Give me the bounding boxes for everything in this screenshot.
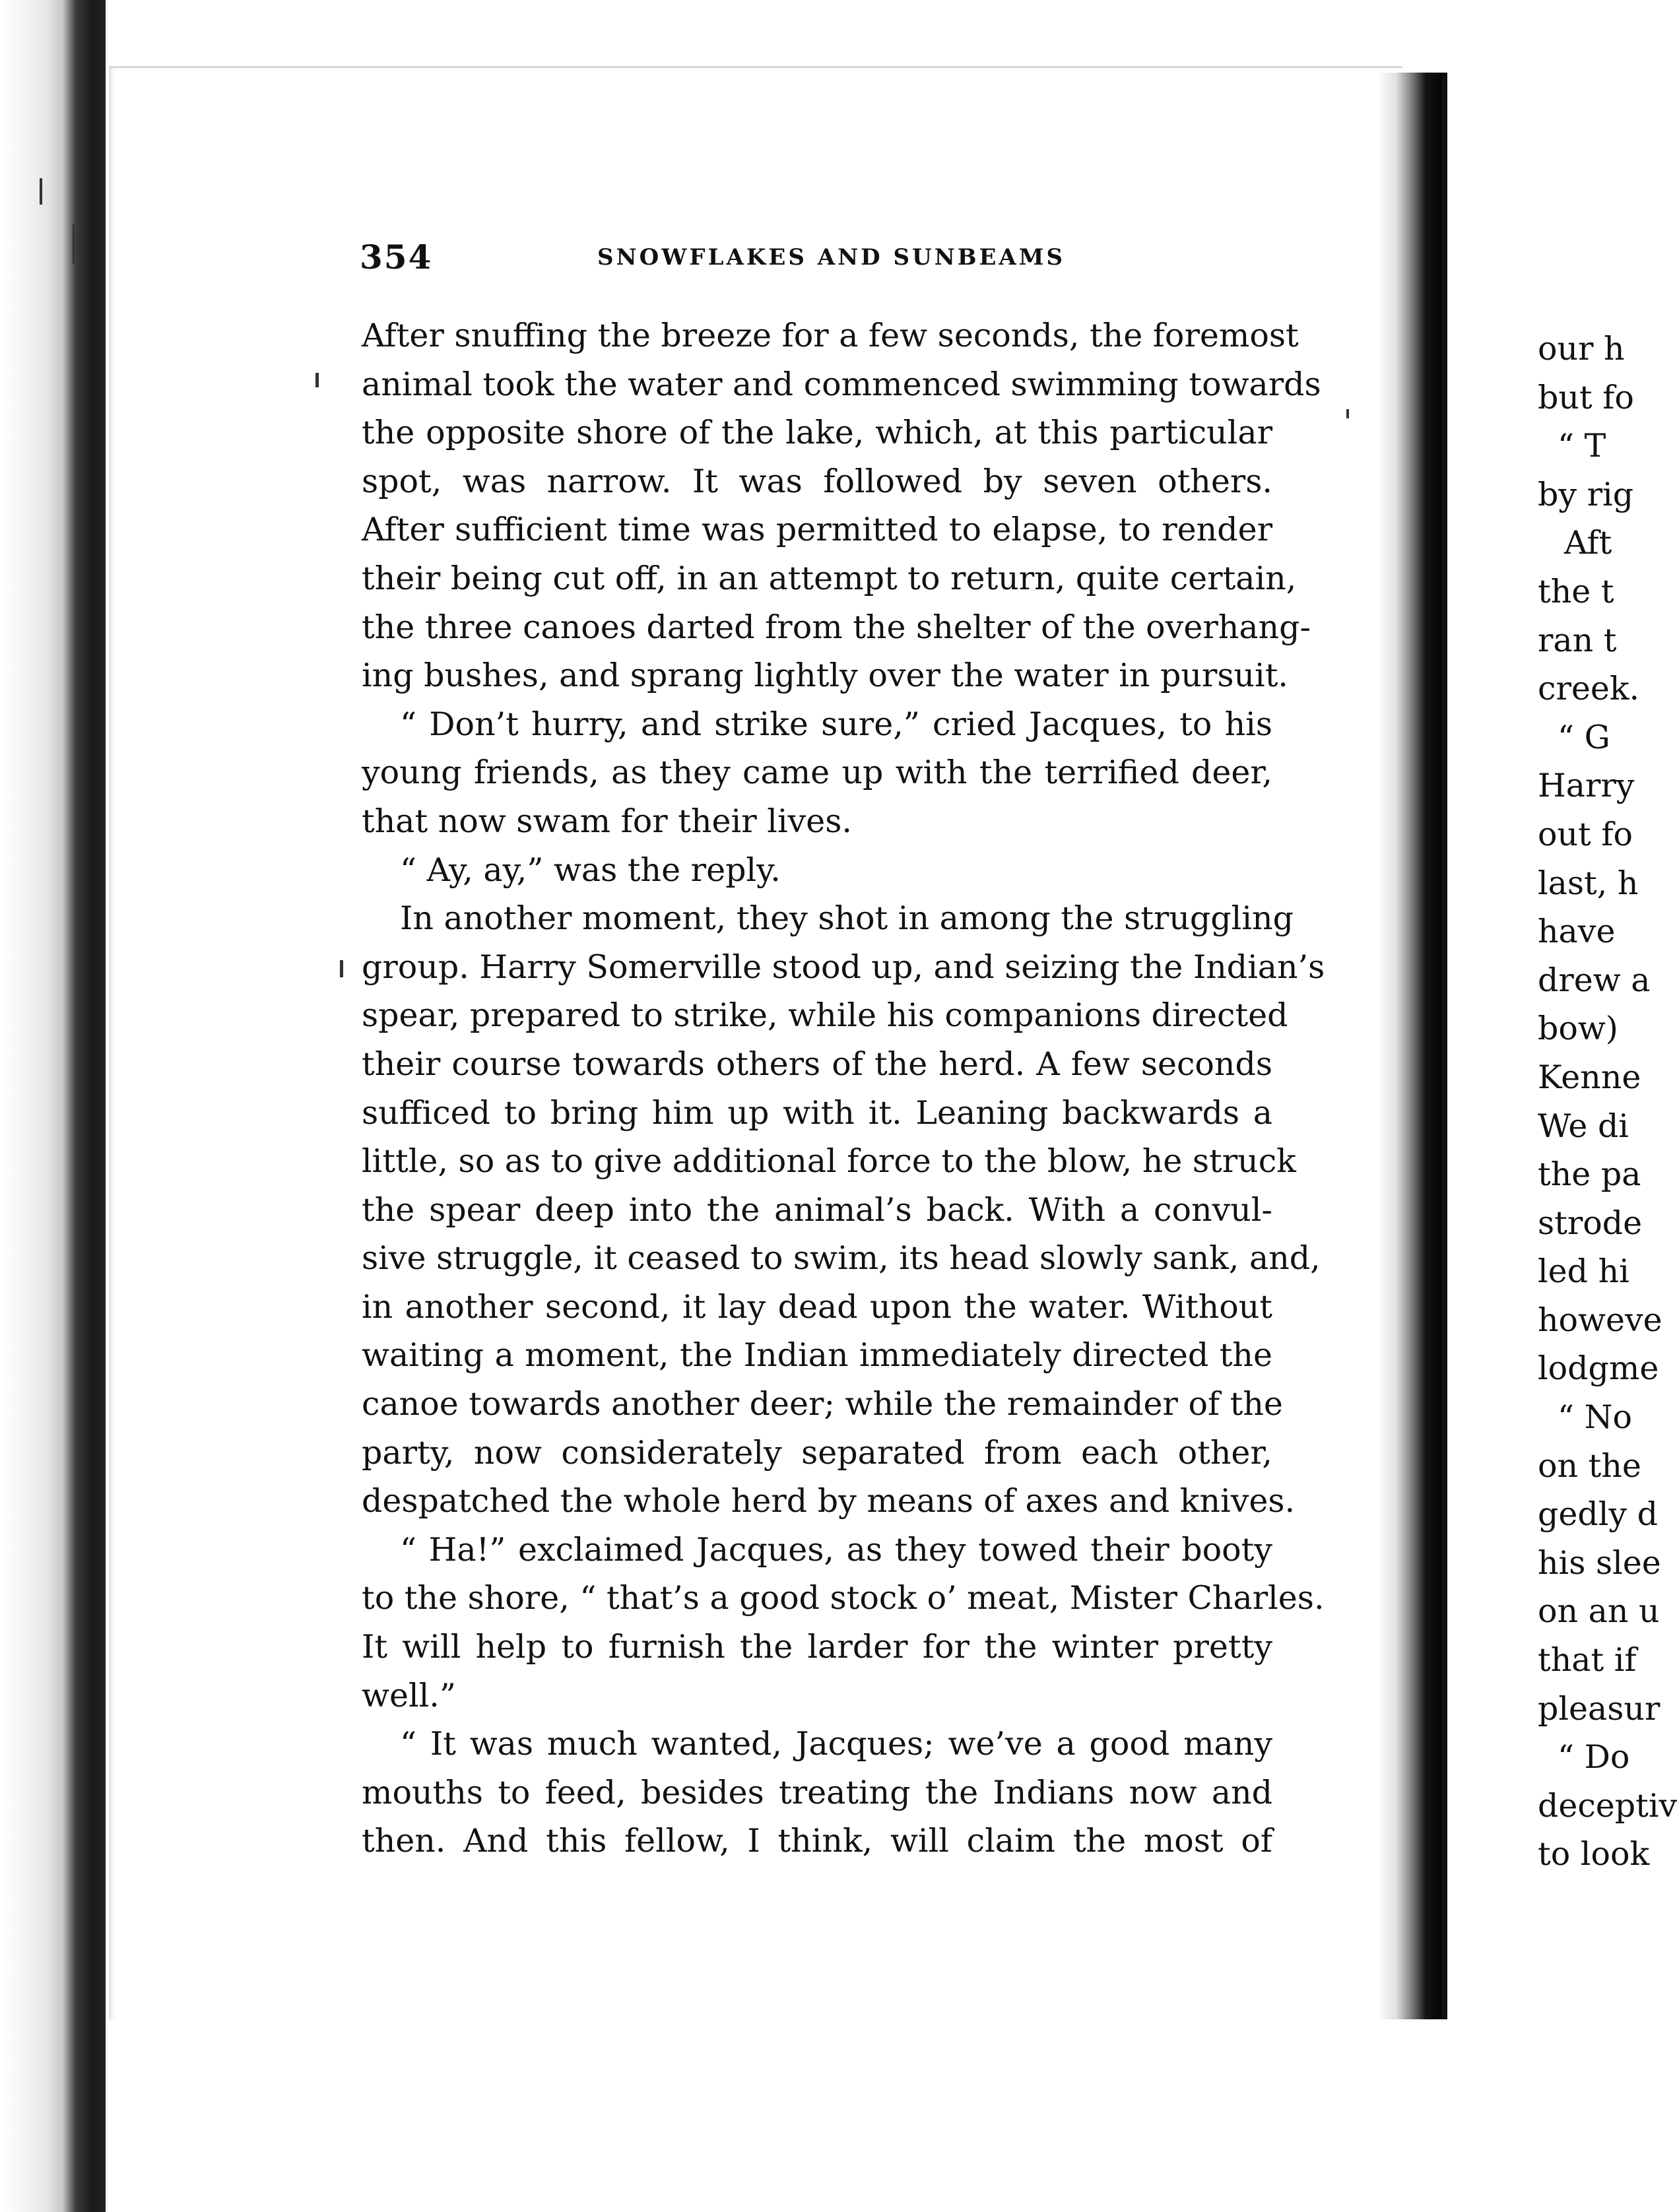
facing-text-line: lodgme: [1538, 1350, 1659, 1388]
facing-text-line: to look: [1538, 1835, 1650, 1873]
text-line: sufficed to bring him up with it. Leaning backwards a: [362, 1093, 1272, 1132]
facing-text-line: but fo: [1538, 378, 1634, 416]
facing-text-line: strode: [1538, 1204, 1643, 1242]
text-line: “ Ay, ay,” was the reply.: [400, 851, 781, 889]
facing-text-line: “ No: [1558, 1398, 1633, 1437]
text-line: the opposite shore of the lake, which, at this particular: [362, 414, 1272, 452]
facing-text-line: bow): [1538, 1010, 1618, 1048]
facing-text-line: led hi: [1538, 1252, 1629, 1291]
scan-speck: [1346, 409, 1349, 418]
text-line: After snuffing the breeze for a few seconds, the foremost: [362, 317, 1299, 354]
text-line: “ Ha!” exclaimed Jacques, as they towed their booty: [400, 1530, 1272, 1569]
running-title: SNOWFLAKES AND SUNBEAMS: [597, 244, 1065, 271]
facing-text-line: our h: [1538, 330, 1625, 368]
scanner-background-left: [0, 0, 106, 2212]
book-gutter-shadow: [1379, 73, 1442, 2019]
facing-text-line: out fo: [1538, 815, 1633, 853]
facing-text-line: Harry: [1538, 767, 1635, 805]
text-line: to the shore, “ that’s a good stock o’ meat, Mister Charles.: [362, 1579, 1325, 1617]
facing-text-line: the pa: [1538, 1155, 1641, 1194]
scan-speck: [40, 178, 42, 205]
facing-page-edge: [1442, 73, 1447, 2019]
text-line: spear, prepared to strike, while his companions directed: [362, 996, 1288, 1035]
facing-text-line: on the: [1538, 1447, 1641, 1485]
facing-text-line: We di: [1538, 1107, 1629, 1145]
text-line: little, so as to give additional force to the blow, he struck: [362, 1142, 1296, 1181]
facing-text-line: ran t: [1538, 621, 1617, 659]
scan-speck: [315, 373, 319, 387]
text-line: After sufficient time was permitted to elapse, to render: [362, 511, 1272, 549]
facing-text-line: “ Do: [1558, 1738, 1630, 1776]
text-line: their being cut off, in an attempt to return, quite certain,: [362, 559, 1297, 597]
facing-text-line: have: [1538, 913, 1616, 951]
text-line: the three canoes darted from the shelter of the overhang-: [362, 608, 1311, 646]
text-line: well.”: [362, 1676, 456, 1714]
scanner-background-bottom: [109, 2019, 1626, 2212]
text-line: sive struggle, it ceased to swim, its head slowly sank, and,: [362, 1239, 1321, 1278]
facing-text-line: “ G: [1558, 718, 1610, 756]
facing-text-line: Kenne: [1538, 1058, 1641, 1096]
facing-text-line: “ T: [1558, 427, 1606, 465]
facing-text-line: last, h: [1538, 864, 1639, 902]
facing-text-line: deceptiv: [1538, 1786, 1677, 1825]
text-line: that now swam for their lives.: [362, 802, 852, 840]
scanner-background-top: [106, 0, 1626, 66]
facing-text-line: gedly d: [1538, 1495, 1659, 1534]
text-line: in another second, it lay dead upon the water. Without: [362, 1287, 1272, 1326]
text-line: “ It was much wanted, Jacques; we’ve a good many: [400, 1725, 1272, 1763]
facing-text-line: his slee: [1538, 1544, 1661, 1582]
facing-text-line: creek.: [1538, 670, 1640, 708]
facing-text-line: that if: [1538, 1641, 1637, 1679]
facing-text-line: pleasur: [1538, 1689, 1661, 1728]
facing-text-line: howeve: [1538, 1301, 1662, 1339]
facing-text-line: by rig: [1538, 475, 1634, 513]
text-line: the spear deep into the animal’s back. With a convul-: [362, 1190, 1272, 1229]
text-line: ing bushes, and sprang lightly over the water in pursuit.: [362, 657, 1288, 695]
text-line: mouths to feed, besides treating the Indians now and: [362, 1773, 1272, 1811]
text-line: “ Don’t hurry, and strike sure,” cried Jacques, to his: [400, 705, 1272, 743]
text-line: canoe towards another deer; while the remainder of the: [362, 1385, 1283, 1423]
text-line: their course towards others of the herd. A few seconds: [362, 1045, 1272, 1083]
facing-text-line: Aft: [1564, 524, 1612, 562]
facing-text-line: drew a: [1538, 961, 1651, 999]
text-line: It will help to furnish the larder for the winter pretty: [362, 1628, 1272, 1666]
scan-speck: [73, 224, 75, 264]
running-head: [360, 238, 1389, 277]
facing-page-text: [1538, 325, 1677, 1879]
scan-speck: [340, 960, 343, 977]
page-number: 354: [360, 238, 433, 276]
facing-text-line: the t: [1538, 572, 1614, 610]
text-line: then. And this fellow, I think, will claim the most of: [362, 1822, 1272, 1860]
text-line: In another moment, they shot in among the struggling: [400, 899, 1294, 938]
text-line: spot, was narrow. It was followed by seven others.: [362, 462, 1272, 500]
text-line: waiting a moment, the Indian immediately directed the: [362, 1336, 1272, 1375]
text-line: party, now considerately separated from each other,: [362, 1433, 1272, 1472]
facing-text-line: on an u: [1538, 1592, 1660, 1631]
body-text: [362, 311, 1325, 1866]
text-line: animal took the water and commenced swimming towards: [362, 365, 1321, 403]
text-line: despatched the whole herd by means of axes and knives.: [362, 1482, 1296, 1520]
text-line: group. Harry Somerville stood up, and seizing the Indian’s: [362, 948, 1325, 986]
text-line: young friends, as they came up with the terrified deer,: [362, 754, 1272, 792]
